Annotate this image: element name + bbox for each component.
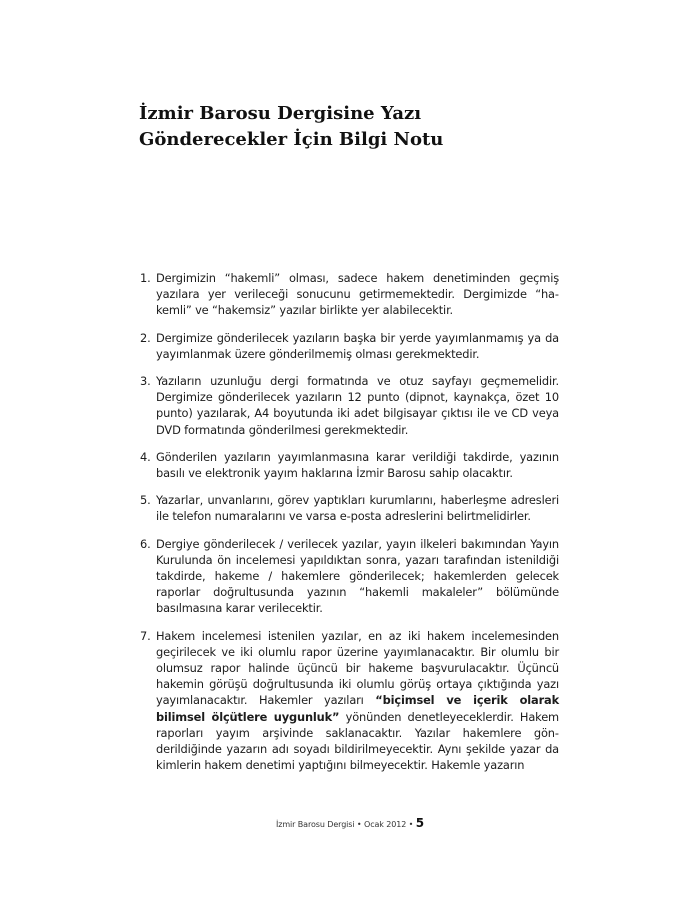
- item-number: 4.: [140, 449, 151, 464]
- list-item: [140, 492, 559, 524]
- list-item: [140, 270, 559, 319]
- item-text: Gönderilen yazıların yayımlanmasına karar verildiği takdirde, yazının basılı ve elektronik yayım haklarına İzmir Barosu sahip olacaktır.: [156, 449, 559, 481]
- guidelines-list: [140, 270, 559, 784]
- item-number: 5.: [140, 493, 151, 508]
- item-text: Dergimizin “hakemli” olması, sadece hakem denetiminden geçmiş yazılara yer verileceği sonucunu getirmemektedir. Dergimizde “hakemli” ve “hakemsiz” yazılar birlikte yer alabilecektir.: [156, 271, 559, 318]
- footer-journal: İzmir Barosu Dergisi • Ocak 2012 •: [275, 820, 414, 829]
- page-footer: [0, 816, 700, 830]
- title-line-1: İzmir Barosu Dergisine Yazı: [139, 103, 422, 124]
- item-text-start: Hakem incelemesi istenilen yazılar, en az iki hakem incelemesinden geçirilecek ve iki olumlu rapor üzerine yayımlanacaktır. Bir olumlu bir olumsuz rapor halinde üçüncü bir hakeme başvurulacaktır. Üçüncü hakemin görüşü doğrultusunda iki olumlu görüş ortaya çıktığında yazı yayımlanacaktır. Hakemler yazıları: [156, 628, 559, 708]
- list-item: [140, 330, 559, 362]
- page-title: [139, 101, 559, 153]
- list-item: [140, 536, 559, 617]
- item-number: 3.: [140, 374, 151, 389]
- item-text: Dergimize gönderilecek yazıların başka bir yerde yayımlanmamış ya da yayımlanmak üzere gönderilmemiş olması gerekmektedir.: [156, 330, 559, 361]
- list-item: [140, 628, 559, 774]
- list-item: [140, 373, 559, 438]
- item-text-emphasis: “biçimsel ve içerik olarak bilimsel ölçütlere uygunluk”: [156, 693, 559, 724]
- item-text-end: yönünden denetleyeceklerdir. Hakem raporları yayım arşivinde saklanacaktır. Yazılar hakemlere gönderildiğinde yazarın adı soyadı bildirilmeyecektir. Aynı şekilde yazar da kimlerin hakem denetimi yaptığını bilmeyecektir. Hakemle yazarın: [156, 709, 559, 773]
- item-text: Yazarlar, unvanlarını, görev yaptıkları kurumlarını, haberleşme adresleri ile telefon numaralarını ve varsa e-posta adreslerini belirtmelidirler.: [156, 493, 559, 524]
- list-item: [140, 449, 559, 481]
- item-text: Yazıların uzunluğu dergi formatında ve otuz sayfayı geçmemelidir. Dergimize gönderilecek yazıların 12 punto (dipnot, kaynakça, özet 10 punto) yazılarak, A4 boyutunda iki adet bilgisayar çıktısı ile ve CD veya DVD formatında gönderilmesi gerekmektedir.: [156, 374, 559, 437]
- item-number: 2.: [140, 330, 151, 345]
- item-text: Dergiye gönderilecek / verilecek yazılar, yayın ilkeleri bakımından Yayın Kurulunda ön incelemesi yapıldıktan sonra, yazarı tarafından istenildiği takdirde, hakeme / hakemlere gönderilecek; hakemlerden gelecek raporlar doğrultusunda yazının “hakemli makaleler” bölümünde basılmasına karar verilecektir.: [156, 536, 559, 616]
- page-number: 5: [415, 816, 424, 830]
- item-number: 6.: [140, 536, 151, 551]
- title-line-2: Gönderecekler İçin Bilgi Notu: [139, 129, 444, 150]
- item-number: 1.: [140, 271, 151, 285]
- item-number: 7.: [140, 628, 151, 643]
